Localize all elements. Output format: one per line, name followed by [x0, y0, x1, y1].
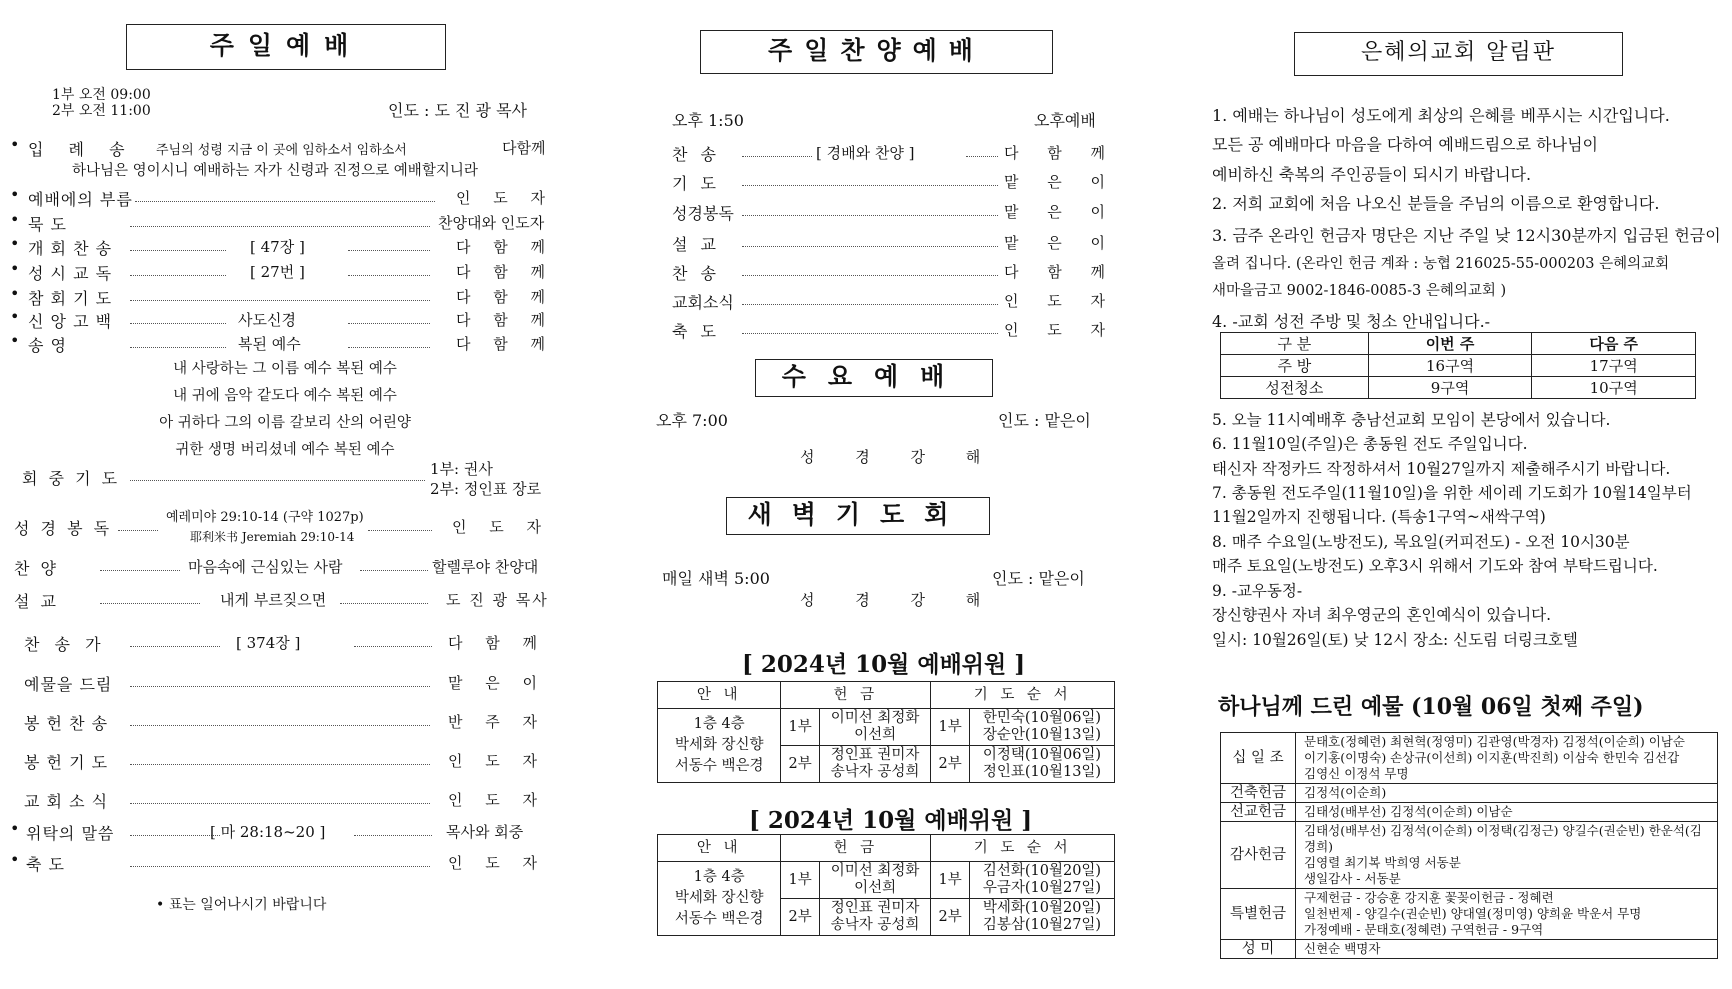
- afternoon-label: 설 교: [672, 235, 720, 254]
- offering-names-cell: [1296, 733, 1718, 784]
- bullet-mark: •: [10, 819, 20, 838]
- offering-title: 하나님께 드린 예물 (10월 06일 첫째 주일): [1218, 694, 1644, 720]
- leader-dots: [130, 250, 226, 251]
- anthem-right: 할렐루야 찬양대: [432, 558, 539, 576]
- order-right: 다함께: [502, 139, 546, 157]
- roster-prayer-cell: [969, 899, 1114, 936]
- order-middle: [ 374장 ]: [236, 634, 301, 652]
- offering-line: 이미선 최정화: [830, 710, 920, 726]
- guide-line: 박세화 장신향: [674, 890, 764, 906]
- notice-line: 새마을금고 9002-1846-0085-3 은혜의교회 ): [1212, 283, 1507, 299]
- roster-header-cell: 안 내: [658, 835, 781, 862]
- table-row: [1221, 355, 1696, 377]
- order-right: 다 함 께: [448, 634, 547, 652]
- notice-line: 5. 오늘 11시예배후 충남선교회 모임이 본당에서 있습니다.: [1212, 411, 1611, 429]
- prayer-right-1: 1부: 권사: [430, 460, 493, 478]
- roster-title-2: [ 2024년 10월 예배위원 ]: [749, 807, 1033, 834]
- cleaning-cell: 17구역: [1532, 355, 1696, 377]
- order-label: 예물을 드림: [24, 675, 113, 694]
- notice-line: 장신향권사 자녀 최우영군의 혼인예식이 있습니다.: [1212, 606, 1552, 624]
- order-middle: [ 마 28:18~20 ]: [210, 823, 326, 841]
- lyric-line: 내 사랑하는 그 이름 예수 복된 예수: [173, 361, 397, 377]
- guide-line: 1층 4층: [693, 869, 745, 885]
- guide-line: 1층 4층: [693, 716, 745, 732]
- notice-line: 8. 매주 수요일(노방전도), 목요일(커피전도) - 오전 10시30분: [1212, 533, 1630, 551]
- roster-offering-cell: [819, 709, 930, 746]
- guide-line: 박세화 장신향: [674, 737, 764, 753]
- order-right: 찬양대와 인도자: [438, 214, 545, 232]
- cleaning-header-cell: 이번 주: [1368, 333, 1532, 355]
- order-middle: 하나님은 영이시니 예배하는 자가 신령과 진정으로 예배할지니라: [72, 163, 478, 179]
- table-row: [1221, 803, 1718, 822]
- guide-line: 서동수 백은경: [674, 911, 764, 927]
- dawn-leader: 인도 : 맡은이: [992, 569, 1085, 588]
- prayer-right-2: 2부: 정인표 장로: [430, 480, 542, 498]
- leader-dots: [130, 866, 430, 867]
- cleaning-header-cell: 구 분: [1221, 333, 1369, 355]
- order-label: 참 회 기 도: [28, 289, 113, 308]
- offering-names-cell: [1296, 803, 1718, 822]
- notice-line: 예비하신 축복의 주인공들이 되시기 바랍니다.: [1212, 165, 1532, 184]
- service-time-1: 1부 오전 09:00: [52, 87, 151, 103]
- prayer-line: 장순안(10월13일): [982, 727, 1102, 743]
- offering-names-line: 일천번제 - 양길수(권순빈) 양대열(정미영) 양희윤 박운서 무명: [1304, 906, 1642, 921]
- reading-right: 인 도 자: [452, 518, 551, 536]
- order-middle: [ 27번 ]: [250, 263, 305, 281]
- cleaning-cell: 16구역: [1368, 355, 1532, 377]
- notice-line: 3. 금주 온라인 헌금자 명단은 지난 주일 낮 12시30분까지 입금된 헌금이: [1212, 226, 1721, 245]
- guide-line: 서동수 백은경: [674, 758, 764, 774]
- cleaning-header-row: [1221, 333, 1696, 355]
- cleaning-schedule-table: [1220, 332, 1696, 399]
- offering-line: 송낙자 공성희: [830, 917, 920, 933]
- order-right: 다 함 께: [456, 288, 555, 306]
- offering-names-line: 이기홍(이명숙) 손상규(이선희) 이지훈(박진희) 이삼숙 한민숙 김선갑: [1304, 750, 1680, 765]
- afternoon-right: 다 함 께: [1004, 263, 1118, 281]
- notice-line: 올려 집니다. (온라인 헌금 계좌 : 농협 216025-55-000203 은혜의교회: [1212, 256, 1670, 272]
- leader-dots: [130, 323, 226, 324]
- roster-prayer-cell: [969, 746, 1114, 783]
- wednesday-sub: 성 경 강 해: [800, 448, 999, 466]
- bullet-mark: •: [10, 331, 20, 350]
- order-label: 묵 도: [28, 215, 67, 234]
- roster-header-row: [658, 835, 1115, 862]
- roster-pray-part-cell: 1부: [931, 862, 970, 899]
- anthem-label: 찬 양: [14, 559, 59, 578]
- table-row: [1221, 733, 1718, 784]
- sunday-service-title: 주일예배: [126, 24, 446, 70]
- table-row: [658, 709, 1115, 746]
- order-right: 다 함 께: [456, 263, 555, 281]
- offering-names-line: 김태성(배부선) 김정석(이순희) 이남순: [1304, 804, 1513, 819]
- service-time-2: 2부 오전 11:00: [52, 103, 151, 119]
- order-right: 다 함 께: [456, 335, 555, 353]
- standing-footnote: • 표는 일어나시기 바랍니다: [156, 897, 327, 913]
- roster-pray-part-cell: 1부: [931, 709, 970, 746]
- prayer-line: 박세화(10월20일): [982, 900, 1102, 916]
- notice-line: 2. 저희 교회에 처음 나오신 분들을 주님의 이름으로 환영합니다.: [1212, 194, 1660, 213]
- order-label: 개 회 찬 송: [28, 239, 113, 258]
- afternoon-time: 오후 1:50: [672, 111, 744, 130]
- offering-type-cell: 건축헌금: [1221, 784, 1296, 803]
- wednesday-time: 오후 7:00: [656, 411, 728, 430]
- offering-line: 이미선 최정화: [830, 863, 920, 879]
- order-label: 교 회 소 식: [24, 792, 109, 811]
- afternoon-right: 인 도 자: [1004, 321, 1118, 339]
- notice-board-title: 은혜의교회 알림판: [1294, 32, 1623, 76]
- roster-part-cell: 1부: [781, 862, 820, 899]
- afternoon-right: 맡 은 이: [1004, 173, 1118, 191]
- table-row: [1221, 377, 1696, 399]
- offering-names-cell: [1296, 822, 1718, 889]
- afternoon-right: 맡 은 이: [1004, 234, 1118, 252]
- order-label: 신 앙 고 백: [28, 312, 113, 331]
- table-row: [1221, 940, 1718, 959]
- roster-guide-cell: [658, 709, 781, 783]
- roster-guide-cell: [658, 862, 781, 936]
- roster-header-cell: 기 도 순 서: [931, 835, 1115, 862]
- order-label: 송 영: [28, 336, 67, 355]
- sermon-right: 도 진 광 목사: [446, 591, 549, 609]
- bullet-mark: •: [10, 284, 20, 303]
- offering-line: 송낙자 공성희: [830, 764, 920, 780]
- table-row: [1221, 784, 1718, 803]
- service-leader: 인도 : 도 진 광 목사: [388, 101, 528, 120]
- leader-dots: [348, 250, 430, 251]
- order-right: 반 주 자: [448, 713, 547, 731]
- order-right: 인 도 자: [456, 189, 555, 207]
- notice-line: 4. -교회 성전 주방 및 청소 안내입니다.-: [1212, 312, 1491, 331]
- leader-dots: [742, 275, 998, 276]
- leader-dots: [742, 185, 998, 186]
- prayer-line: 한민숙(10월06일): [982, 710, 1102, 726]
- leader-dots: [130, 300, 430, 301]
- order-label: 예배에의 부름: [28, 190, 133, 209]
- afternoon-service-title: 주일찬양예배: [700, 30, 1053, 74]
- notice-line: 11월2일까지 진행됩니다. (특송1구역~새싹구역): [1212, 508, 1546, 526]
- cleaning-header-cell: 다음 주: [1532, 333, 1696, 355]
- leader-dots: [130, 275, 226, 276]
- order-middle: 주님의 성령 지금 이 곳에 임하소서 임하소서: [156, 143, 407, 158]
- bullet-mark: •: [10, 850, 20, 869]
- leader-dots: [348, 323, 430, 324]
- roster-header-cell: 헌 금: [781, 682, 931, 709]
- notice-line: 태신자 작정카드 작정하셔서 10월27일까지 제출해주시기 바랍니다.: [1212, 460, 1671, 478]
- wednesday-service-title: 수요예배: [755, 359, 993, 397]
- offering-names-cell: [1296, 940, 1718, 959]
- cleaning-cell: 주 방: [1221, 355, 1369, 377]
- leader-dots: [742, 333, 998, 334]
- offering-names-line: 김태성(배부선) 김정석(이순희) 이정택(김정근) 양길수(권순빈) 한운석(김경희): [1304, 823, 1702, 854]
- roster-part-cell: 1부: [781, 709, 820, 746]
- cleaning-cell: 9구역: [1368, 377, 1532, 399]
- notice-line: 9. -교우동정-: [1212, 582, 1303, 600]
- afternoon-right: 다 함 께: [1004, 144, 1118, 162]
- order-right: 다 함 께: [456, 311, 555, 329]
- leader-dots: [348, 275, 430, 276]
- afternoon-label: 성경봉독: [672, 204, 734, 223]
- offering-line: 정인표 권미자: [830, 900, 920, 916]
- offering-type-cell: 십 일 조: [1221, 733, 1296, 784]
- roster-title-1: [ 2024년 10월 예배위원 ]: [742, 651, 1026, 678]
- bullet-mark: •: [10, 135, 20, 154]
- anthem-title: 마음속에 근심있는 사람: [188, 558, 343, 576]
- prayer-line: 김선화(10월20일): [982, 863, 1102, 879]
- offering-names-line: 구제헌금 - 강승훈 강지훈 꽃꽂이헌금 - 정혜련: [1304, 890, 1554, 905]
- offering-type-cell: 특별헌금: [1221, 889, 1296, 940]
- cleaning-cell: 10구역: [1532, 377, 1696, 399]
- notice-line: 1. 예배는 하나님이 성도에게 최상의 은혜를 베푸시는 시간입니다.: [1212, 106, 1670, 125]
- prayer-line: 정인표(10월13일): [982, 764, 1102, 780]
- order-right: 인 도 자: [448, 752, 547, 770]
- roster-header-cell: 안 내: [658, 682, 781, 709]
- wednesday-leader: 인도 : 맡은이: [998, 411, 1091, 430]
- dawn-prayer-title: 새벽기도회: [726, 497, 990, 535]
- leader-dots: [742, 215, 998, 216]
- afternoon-right: 맡 은 이: [1004, 203, 1118, 221]
- leader-dots: [130, 803, 430, 804]
- sermon-label: 설 교: [14, 592, 59, 611]
- leader-dots: [348, 347, 430, 348]
- bullet-mark: •: [10, 234, 20, 253]
- offering-line: 이선희: [854, 880, 897, 896]
- order-label: 찬 송 가: [24, 635, 106, 654]
- notice-line: 매주 토요일(노방전도) 오후3시 위해서 기도와 참여 부탁드립니다.: [1212, 557, 1658, 575]
- order-label: 위탁의 말씀: [26, 824, 115, 843]
- offering-names-line: 신현순 백명자: [1304, 941, 1381, 956]
- lyric-line: 귀한 생명 버리셨네 예수 복된 예수: [175, 442, 395, 458]
- order-label: 성 시 교 독: [28, 264, 113, 283]
- table-row: [1221, 889, 1718, 940]
- roster-offering-cell: [819, 899, 930, 936]
- offering-table: [1220, 732, 1718, 959]
- bullet-mark: •: [10, 210, 20, 229]
- order-right: 목사와 회중: [446, 823, 524, 841]
- offering-names-line: 김정석(이순희): [1304, 785, 1387, 800]
- order-middle: 복된 예수: [238, 335, 301, 353]
- leader-dots: [130, 835, 220, 836]
- order-middle: [ 47장 ]: [250, 238, 305, 256]
- roster-header-cell: 헌 금: [781, 835, 931, 862]
- roster-prayer-cell: [969, 862, 1114, 899]
- prayer-line: 이정택(10월06일): [982, 747, 1102, 763]
- sermon-title: 내게 부르짖으면: [220, 591, 327, 609]
- roster-header-cell: 기 도 순 서: [931, 682, 1115, 709]
- notice-line: 7. 총동원 전도주일(11월10일)을 위한 세이레 기도회가 10월14일부터: [1212, 484, 1692, 502]
- leader-dots: [130, 686, 430, 687]
- leader-dots: [742, 246, 998, 247]
- dawn-time: 매일 새벽 5:00: [662, 569, 770, 588]
- bullet-mark: •: [10, 307, 20, 326]
- order-right: 맡 은 이: [448, 674, 547, 692]
- table-row: [1221, 822, 1718, 889]
- roster-table-1: [657, 681, 1115, 783]
- afternoon-service-label: 오후예배: [1034, 111, 1096, 130]
- leader-dots: [130, 226, 430, 227]
- notice-line: 6. 11월10일(주일)은 총동원 전도 주일입니다.: [1212, 435, 1528, 453]
- leader-dots: [966, 156, 998, 157]
- prayer-line: 우금자(10월27일): [982, 880, 1102, 896]
- offering-type-cell: 성 미: [1221, 940, 1296, 959]
- reading-verse: 예레미야 29:10-14 (구약 1027p): [166, 510, 364, 525]
- dawn-sub: 성 경 강 해: [800, 591, 999, 609]
- offering-names-line: 문태호(정혜련) 최현혁(정영미) 김관영(박경자) 김정석(이순희) 이남순: [1304, 734, 1685, 749]
- order-label: 축 도: [26, 855, 65, 874]
- afternoon-label: 기 도: [672, 174, 720, 193]
- leader-dots: [130, 764, 430, 765]
- order-label: 봉 헌 찬 송: [24, 714, 109, 733]
- afternoon-label: 찬 송: [672, 264, 720, 283]
- leader-dots: [135, 201, 435, 202]
- order-right: 다 함 께: [456, 238, 555, 256]
- roster-pray-part-cell: 2부: [931, 746, 970, 783]
- roster-prayer-cell: [969, 709, 1114, 746]
- reading-verse-cn: 耶利米书 Jeremiah 29:10-14: [190, 530, 355, 544]
- roster-offering-cell: [819, 862, 930, 899]
- roster-header-row: [658, 682, 1115, 709]
- lyric-line: 아 귀하다 그의 이름 갈보리 산의 어린양: [159, 415, 411, 431]
- leader-dots: [354, 646, 432, 647]
- afternoon-right: 인 도 자: [1004, 292, 1118, 310]
- order-label: 봉 헌 기 도: [24, 753, 109, 772]
- lyric-line: 내 귀에 음악 같도다 예수 복된 예수: [173, 388, 397, 404]
- offering-names-line: 생일감사 - 서동분: [1304, 871, 1401, 886]
- offering-line: 정인표 권미자: [830, 747, 920, 763]
- offering-type-cell: 선교헌금: [1221, 803, 1296, 822]
- offering-names-line: 김영렬 최기복 박희영 서동분: [1304, 855, 1461, 870]
- roster-offering-cell: [819, 746, 930, 783]
- bullet-mark: •: [10, 259, 20, 278]
- cleaning-cell: 성전청소: [1221, 377, 1369, 399]
- leader-dots: [130, 347, 226, 348]
- leader-dots: [742, 304, 998, 305]
- leader-dots: [130, 725, 430, 726]
- notice-line: 일시: 10월26일(토) 낮 12시 장소: 신도림 더링크호텔: [1212, 631, 1578, 649]
- roster-part-cell: 2부: [781, 746, 820, 783]
- leader-dots: [130, 646, 220, 647]
- table-row: [658, 862, 1115, 899]
- offering-line: 이선희: [854, 727, 897, 743]
- order-middle: 사도신경: [238, 311, 296, 329]
- afternoon-label: 찬 송: [672, 145, 720, 164]
- offering-names-line: 가정예배 - 문태호(정혜련) 구역헌금 - 9구역: [1304, 922, 1544, 937]
- reading-label: 성 경 봉 독: [14, 519, 113, 538]
- bullet-mark: •: [10, 185, 20, 204]
- leader-dots: [354, 835, 432, 836]
- offering-type-cell: 감사헌금: [1221, 822, 1296, 889]
- offering-names-cell: [1296, 889, 1718, 940]
- roster-table-2: [657, 834, 1115, 936]
- roster-pray-part-cell: 2부: [931, 899, 970, 936]
- roster-part-cell: 2부: [781, 899, 820, 936]
- notice-line: 모든 공 예배마다 마음을 다하여 예배드림으로 하나님이: [1212, 135, 1599, 154]
- order-label: 입 례 송: [28, 140, 135, 159]
- offering-names-cell: [1296, 784, 1718, 803]
- order-right: 인 도 자: [448, 791, 547, 809]
- afternoon-label: 교회소식: [672, 293, 734, 312]
- afternoon-middle: [ 경배와 찬양 ]: [816, 144, 915, 162]
- offering-names-line: 김영신 이정석 무명: [1304, 766, 1409, 781]
- afternoon-label: 축 도: [672, 322, 720, 341]
- leader-dots: [742, 156, 812, 157]
- order-right: 인 도 자: [448, 854, 547, 872]
- prayer-line: 김봉삼(10월27일): [982, 917, 1102, 933]
- prayer-label: 회 중 기 도: [22, 469, 121, 488]
